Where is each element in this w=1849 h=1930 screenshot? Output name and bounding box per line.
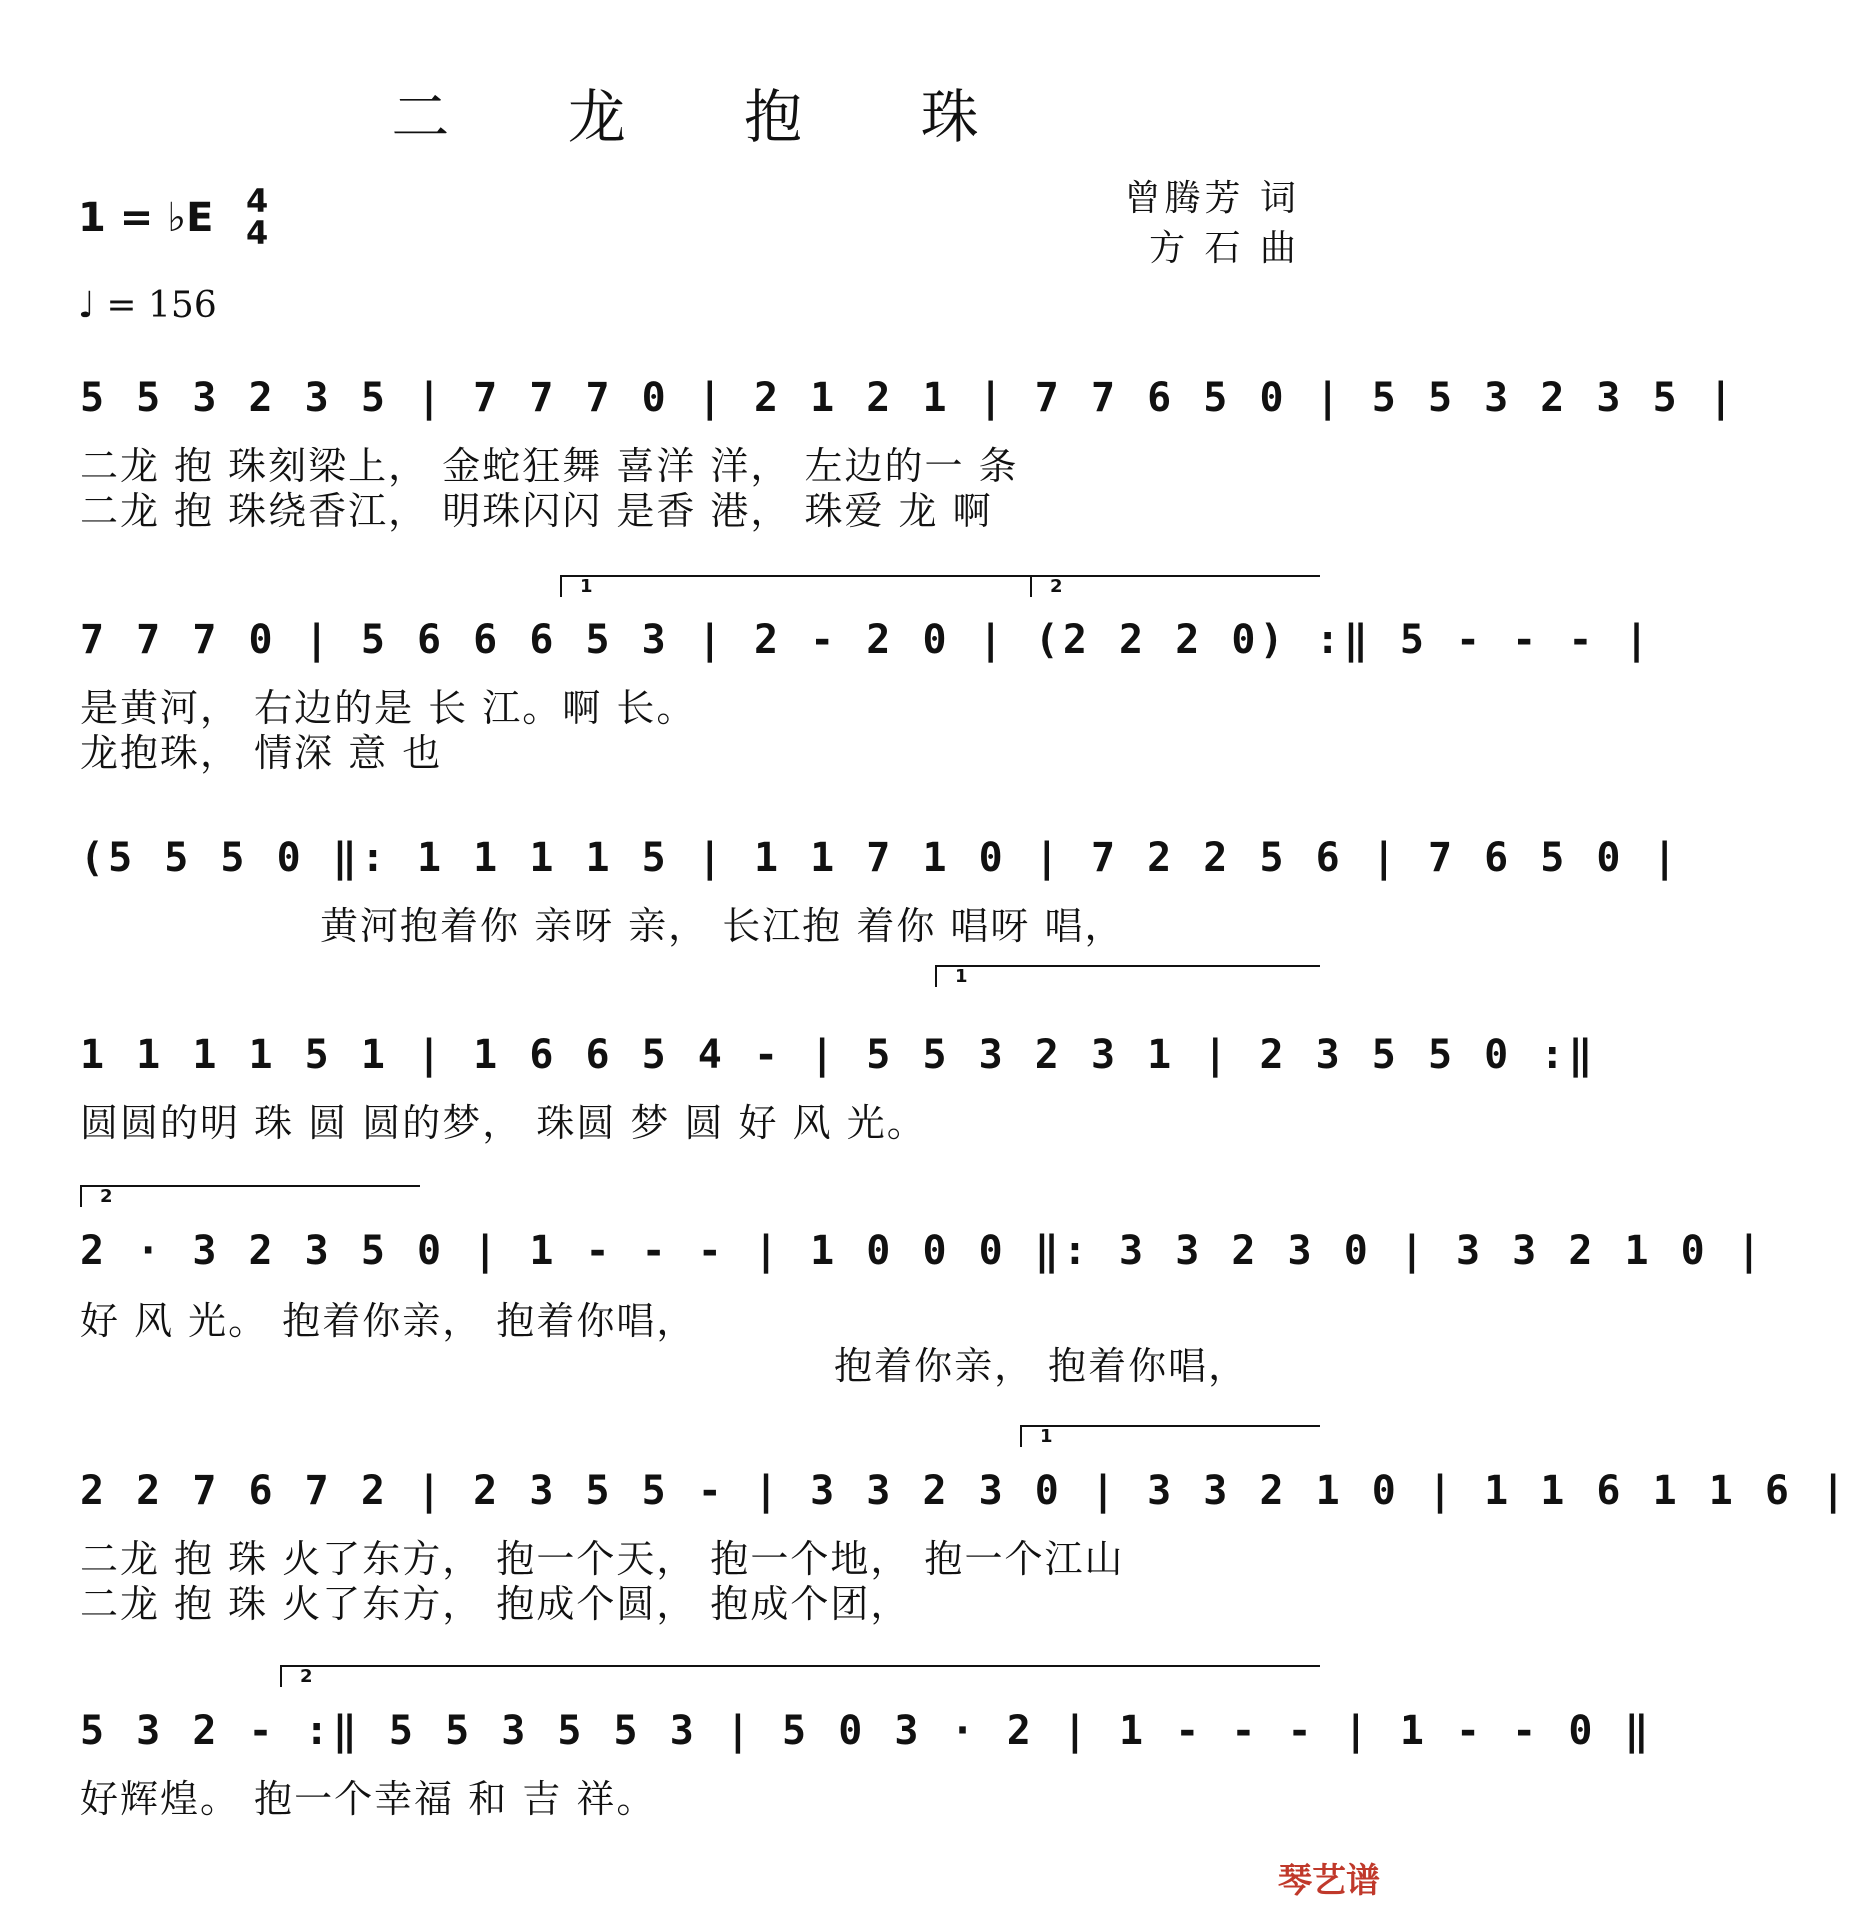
volta-2: 2 <box>1030 575 1320 597</box>
lyric-row-6-verse-2: 二龙 抱 珠 火了东方， 抱成个圆， 抱成个团， <box>80 1582 911 1626</box>
lyric-row-4: 圆圆的明 珠 圆 圆的梦， 珠圆 梦 圆 好 风 光。 <box>80 1101 927 1145</box>
notation-row-6: 2 2 7 6 7 2 | 2 3 5 5 - | 3 3 2 3 0 | 3 3 2 1 0 | 1 1 6 1 1 6 | <box>80 1468 1849 1514</box>
lyric-row-2-verse-1: 是黄河， 右边的是 长 江。啊 长。 <box>80 686 697 730</box>
lyric-row-1-verse-1: 二龙 抱 珠刻梁上， 金蛇狂舞 喜洋 洋， 左边的一 条 <box>80 444 1019 488</box>
lyric-row-7: 好辉煌。 抱一个幸福 和 吉 祥。 <box>80 1777 657 1821</box>
volta-4: 2 <box>80 1185 420 1207</box>
volta-3: 1 <box>935 965 1320 987</box>
tempo-marking: ♩ = 156 <box>78 285 217 326</box>
lyric-row-3: 黄河抱着你 亲呀 亲， 长江抱 着你 唱呀 唱， <box>320 904 1125 948</box>
lyric-row-2-verse-2: 龙抱珠， 情深 意 也 <box>80 731 443 775</box>
lyric-row-5-verse-1: 好 风 光。 抱着你亲， 抱着你唱， <box>80 1299 697 1343</box>
time-signature <box>246 182 269 252</box>
lyricist-credit: 曾腾芳 词 <box>1124 178 1300 219</box>
notation-row-1: 5 5 3 2 3 5 | 7 7 7 0 | 2 1 2 1 | 7 7 6 5 0 | 5 5 3 2 3 5 | <box>80 375 1737 421</box>
song-title: 二 龙 抱 珠 <box>391 83 1029 151</box>
lyric-row-1-verse-2: 二龙 抱 珠绕香江， 明珠闪闪 是香 港， 珠爱 龙 啊 <box>80 489 993 533</box>
volta-6: 2 <box>280 1665 1320 1687</box>
notation-row-3: (5 5 5 0 ‖: 1 1 1 1 5 | 1 1 7 1 0 | 7 2 2 5 6 | 7 6 5 0 | <box>80 835 1681 881</box>
time-signature-bottom: 4 <box>246 214 269 252</box>
lyric-row-6-verse-1: 二龙 抱 珠 火了东方， 抱一个天， 抱一个地， 抱一个江山 <box>80 1537 1125 1581</box>
key-signature: 1 = ♭E <box>78 195 214 241</box>
notation-row-5: 2 · 3 2 3 5 0 | 1 - - - | 1 0 0 0 ‖: 3 3 2 3 0 | 3 3 2 1 0 | <box>80 1228 1765 1274</box>
lyric-row-5-verse-2: 抱着你亲， 抱着你唱， <box>820 1344 1249 1388</box>
time-signature-top: 4 <box>246 182 269 220</box>
volta-5: 1 <box>1020 1425 1320 1447</box>
notation-row-2: 7 7 7 0 | 5 6 6 6 5 3 | 2 - 2 0 | (2 2 2 0) :‖ 5 - - - | <box>80 617 1653 663</box>
notation-row-7: 5 3 2 - :‖ 5 5 3 5 5 3 | 5 0 3 · 2 | 1 - - - | 1 - - 0 ‖ <box>80 1708 1653 1754</box>
notation-row-4: 1 1 1 1 5 1 | 1 6 6 5 4 - | 5 5 3 2 3 1 | 2 3 5 5 0 :‖ <box>80 1032 1597 1078</box>
volta-1: 1 <box>560 575 1030 597</box>
site-watermark: 琴艺谱 <box>1278 1861 1380 1901</box>
composer-credit: 方 石 曲 <box>1149 228 1300 269</box>
